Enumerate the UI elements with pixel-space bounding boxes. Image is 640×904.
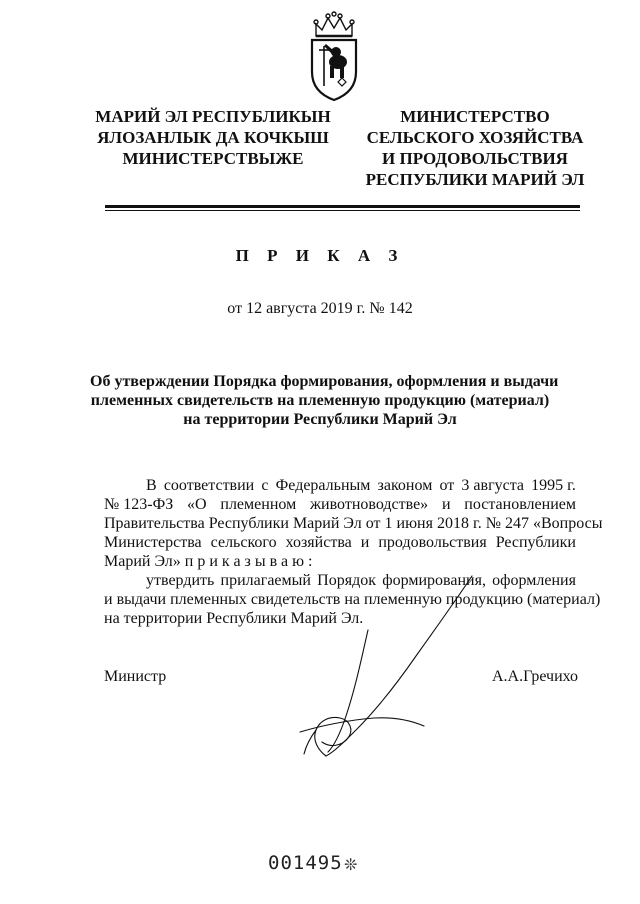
body-word: от	[439, 477, 455, 494]
document-subject	[90, 372, 559, 429]
body-word: с	[261, 477, 269, 494]
subject-line: племенных свидетельств на племенную продукцию (материал)	[90, 392, 550, 409]
body-line-5	[104, 552, 576, 571]
body-word: прилагаемый	[220, 572, 311, 589]
body-word: продовольствия	[378, 534, 487, 551]
body-word: хозяйства	[285, 534, 352, 551]
body-word: № 123-ФЗ	[104, 496, 174, 513]
body-word: Республики	[495, 534, 576, 551]
header-left-line: МИНИСТЕРСТВЫЖЕ	[122, 149, 304, 168]
body-line-8: на территории Республики Марий Эл.	[104, 610, 364, 627]
header-right-line: РЕСПУБЛИКИ МАРИЙ ЭЛ	[365, 170, 585, 189]
body-word: В	[146, 477, 157, 494]
handwritten-signature	[260, 570, 490, 770]
signatory-position: Министр	[104, 668, 167, 685]
body-line-4	[104, 533, 576, 552]
header-divider-thin	[105, 210, 580, 211]
body-word: сельского	[210, 534, 277, 551]
order-keyword: приказываю:	[184, 553, 317, 570]
body-word: утвердить	[146, 572, 215, 589]
header-right-line: И ПРОДОВОЛЬСТВИЯ	[382, 149, 568, 168]
document-serial-number: 001495	[268, 852, 343, 874]
ornament-icon	[338, 78, 346, 86]
header-right-line: МИНИСТЕРСТВО	[400, 107, 550, 126]
body-word: Порядок	[317, 572, 376, 589]
body-word: «О	[187, 496, 207, 513]
body-line-2	[104, 495, 576, 514]
body-word: законом	[377, 477, 433, 494]
body-line-3: Правительства Республики Марий Эл от 1 июня 2018 г. № 247 «Вопросы	[104, 515, 603, 532]
document-type-title: П Р И К А З	[235, 246, 405, 265]
signatory-name: А.А.Гречихо	[492, 668, 579, 685]
header-divider-thick	[105, 205, 580, 208]
body-line-1	[104, 476, 576, 495]
body-word: 3 августа	[461, 477, 525, 494]
header-right-org-name	[360, 106, 590, 190]
seal-mark-icon: ❊	[344, 857, 358, 874]
subject-line: Об утверждении Порядка формирования, оформления и выдачи	[90, 373, 559, 390]
body-line-7: и выдачи племенных свидетельств на племенную продукцию (материал)	[104, 591, 601, 608]
body-word: соответствии	[163, 477, 255, 494]
body-word: и	[441, 496, 451, 513]
crown-icon	[314, 12, 354, 36]
bear-icon	[324, 44, 347, 78]
body-word: формирования,	[382, 572, 486, 589]
subject-line: на территории Республики Марий Эл	[183, 411, 457, 428]
header-left-line: МАРИЙ ЭЛ РЕСПУБЛИКЫН	[95, 107, 331, 126]
document-date-number: от 12 августа 2019 г. № 142	[227, 300, 413, 317]
header-left-line: ЯЛОЗАНЛЫК ДА КОЧКЫШ	[97, 128, 329, 147]
body-word: животноводстве»	[309, 496, 429, 513]
header-right-line: СЕЛЬСКОГО ХОЗЯЙСТВА	[366, 128, 584, 147]
body-word: племенном	[220, 496, 297, 513]
body-text-start: Марий Эл»	[104, 553, 181, 570]
sword-icon	[319, 46, 329, 86]
body-word: Федеральным	[275, 477, 371, 494]
body-word: Министерства	[104, 534, 202, 551]
body-word: 1995 г.	[531, 477, 576, 494]
header-left-org-name	[88, 106, 338, 169]
coat-of-arms-emblem	[302, 6, 366, 102]
body-word: постановлением	[464, 496, 576, 513]
body-word: и	[360, 534, 370, 551]
body-word: оформления	[492, 572, 576, 589]
